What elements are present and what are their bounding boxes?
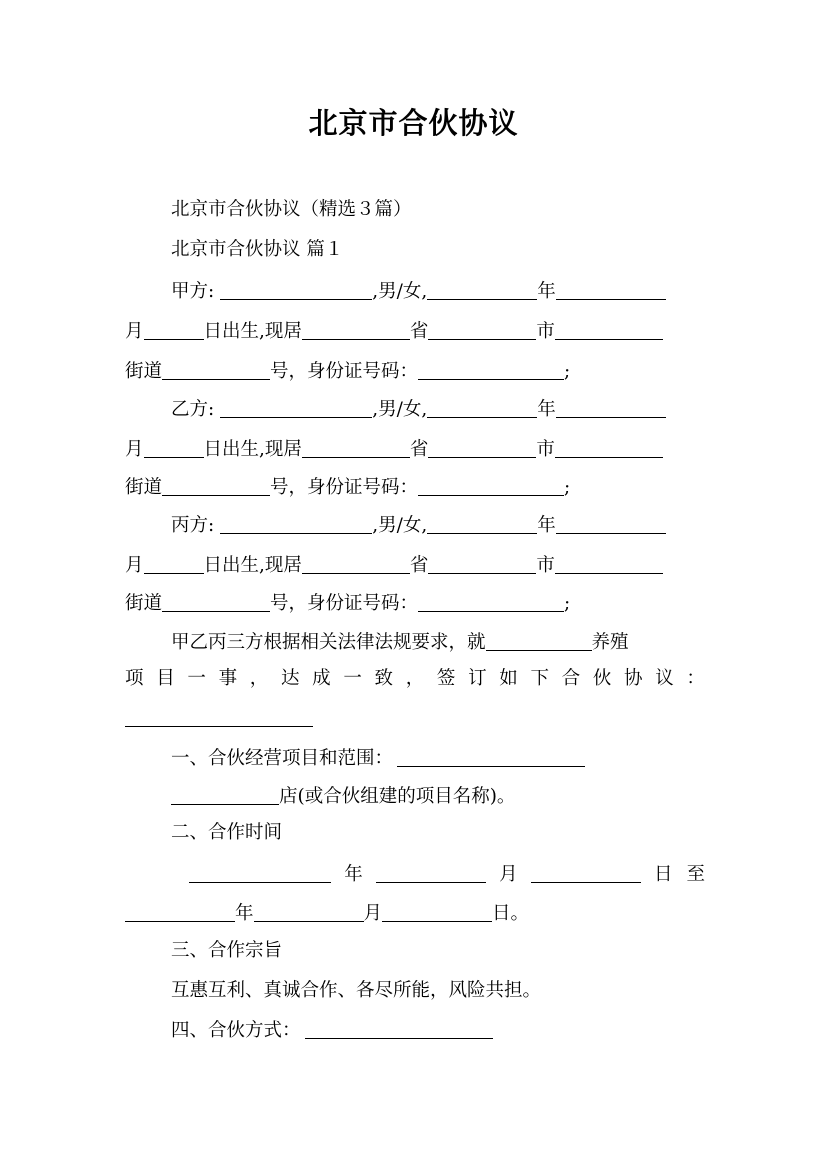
party-c-street-label: 街道 [125, 593, 163, 614]
party-c-street-blank [555, 553, 663, 574]
section-2-heading-line [125, 819, 705, 847]
subtitle-line [125, 196, 705, 224]
intro-line-2 [125, 665, 705, 693]
section-2-line-1 [125, 859, 719, 887]
party-c-line-1 [125, 510, 705, 538]
party-c-id-label: 号，身份证号码： [270, 593, 419, 614]
section-3-heading-line [125, 937, 705, 965]
section-2-end-month-blank [254, 901, 364, 922]
party-b-province-label: 省 [409, 439, 429, 460]
party-b-street-label: 街道 [125, 477, 163, 498]
party-a-id-label: 号，身份证号码： [270, 361, 419, 382]
intro-line-2-char: 一 [343, 668, 362, 689]
section-3-heading: 三、合作宗旨 [171, 940, 283, 961]
section-2-start-day-blank [531, 862, 641, 883]
intro-line-2-char: 一 [187, 668, 206, 689]
party-c-end: ; [564, 593, 571, 614]
party-a-city-label: 市 [536, 321, 555, 342]
intro-line-2-char: ， [249, 668, 269, 689]
section-1-shop-text: 店(或合伙组建的项目名称)。 [279, 786, 516, 807]
intro-line-2-char: 伙 [592, 668, 612, 689]
intro-trailing-blank [125, 706, 313, 727]
section-1-line-2 [125, 781, 705, 809]
party-a-street-blank [555, 319, 663, 340]
section-4-method-blank [305, 1018, 493, 1039]
section-2-heading: 二、合作时间 [171, 822, 283, 843]
intro-line-2-char: 目 [156, 668, 175, 689]
party-b-number-blank [162, 475, 270, 496]
party-c-label: 丙方: [171, 515, 215, 536]
party-a-street-label: 街道 [125, 361, 163, 382]
party-a-month-label: 月 [125, 321, 144, 342]
party-c-id-blank [418, 591, 564, 612]
intro-text-2: 养殖 [591, 632, 629, 653]
section-2-year-label: 年 [344, 864, 363, 885]
party-b-born: 日出生,现居 [203, 439, 302, 460]
party-c-gender: ,男/女, [372, 515, 428, 536]
party-a-id-blank [418, 359, 564, 380]
party-a-name-blank [220, 279, 372, 300]
section-2-day2-label: 日。 [492, 903, 530, 924]
party-b-year-blank [427, 397, 537, 418]
intro-project-blank [486, 630, 592, 651]
party-b-month-blank [556, 397, 666, 418]
intro-line-2-char: 协 [624, 668, 643, 689]
party-c-year-blank [427, 513, 537, 534]
party-a-end: ; [564, 361, 571, 382]
party-a-month-blank [556, 279, 666, 300]
section-2-month-label: 月 [499, 864, 518, 885]
party-c-month-label: 月 [125, 555, 144, 576]
section-1-heading: 一、合伙经营项目和范围： [171, 748, 394, 769]
party-b-label: 乙方: [171, 399, 215, 420]
chapter-line [125, 236, 705, 264]
party-b-gender: ,男/女, [372, 399, 428, 420]
party-b-city-label: 市 [536, 439, 555, 460]
party-c-day-blank [144, 553, 204, 574]
intro-text-1: 甲乙丙三方根据相关法律法规要求，就 [171, 632, 486, 653]
party-c-number-blank [162, 591, 270, 612]
section-2-year2-label: 年 [235, 903, 254, 924]
section-1-line-1 [125, 743, 705, 771]
party-b-province-blank [302, 437, 410, 458]
party-a-number-blank [162, 359, 270, 380]
section-3-body: 互惠互利、真诚合作、各尽所能，风险共担。 [171, 980, 542, 1001]
party-a-line-3 [125, 356, 705, 384]
intro-line-1 [125, 627, 705, 655]
section-4-line [125, 1015, 705, 1043]
party-a-city-blank [428, 319, 536, 340]
section-2-day-to: 日至 [653, 864, 719, 885]
party-b-street-blank [555, 437, 663, 458]
party-c-name-blank [220, 513, 372, 534]
intro-line-2-char: 事 [218, 668, 238, 689]
party-a-line-2 [125, 316, 705, 344]
party-a-province-label: 省 [409, 321, 429, 342]
party-b-city-blank [428, 437, 536, 458]
party-b-id-blank [418, 475, 564, 496]
section-1-shop-blank [171, 784, 279, 805]
intro-line-2-char: ， [405, 668, 425, 689]
section-3-body-line [125, 977, 705, 1005]
chapter-heading: 北京市合伙协议 篇１ [171, 239, 344, 260]
party-c-line-3 [125, 588, 705, 616]
party-a-line-1 [125, 276, 705, 304]
section-1-scope-blank [397, 746, 585, 767]
subtitle: 北京市合伙协议（精选３篇） [171, 199, 412, 220]
party-c-born: 日出生,现居 [203, 555, 302, 576]
intro-line-2-char: 达 [280, 668, 300, 689]
section-2-line-2 [125, 898, 705, 926]
intro-line-2-char: 致 [374, 668, 394, 689]
party-c-province-label: 省 [409, 555, 429, 576]
party-a-year-label: 年 [537, 281, 556, 302]
party-a-year-blank [427, 279, 537, 300]
intro-line-2-char: 订 [468, 668, 487, 689]
party-a-born: 日出生,现居 [203, 321, 302, 342]
party-b-name-blank [220, 397, 372, 418]
section-2-month2-label: 月 [363, 903, 383, 924]
intro-line-2-char: 签 [436, 668, 456, 689]
party-b-month-label: 月 [125, 439, 144, 460]
party-b-line-2 [125, 434, 705, 462]
party-b-line-1 [125, 394, 705, 422]
party-a-province-blank [302, 319, 410, 340]
party-c-city-label: 市 [536, 555, 555, 576]
party-b-end: ; [564, 477, 571, 498]
intro-line-3 [125, 703, 705, 731]
intro-line-2-char: ： [686, 668, 705, 689]
document-title: 北京市合伙协议 [308, 106, 519, 140]
party-c-province-blank [302, 553, 410, 574]
party-a-gender: ,男/女, [372, 281, 428, 302]
intro-line-2-char: 议 [655, 668, 674, 689]
party-b-day-blank [144, 437, 204, 458]
section-2-end-year-blank [125, 901, 235, 922]
party-b-id-label: 号，身份证号码： [270, 477, 419, 498]
section-2-start-year-blank [189, 862, 331, 883]
party-c-month-blank [556, 513, 666, 534]
section-4-heading: 四、合伙方式： [171, 1020, 301, 1041]
party-b-year-label: 年 [537, 399, 556, 420]
section-2-end-day-blank [382, 901, 492, 922]
party-b-line-3 [125, 472, 705, 500]
intro-line-2-char: 成 [312, 668, 331, 689]
party-c-year-label: 年 [537, 515, 556, 536]
party-a-day-blank [144, 319, 204, 340]
party-a-label: 甲方: [171, 281, 215, 302]
party-c-city-blank [428, 553, 536, 574]
intro-line-2-char: 如 [499, 668, 518, 689]
party-c-line-2 [125, 550, 705, 578]
section-2-start-month-blank [376, 862, 486, 883]
intro-line-2-char: 项 [125, 668, 144, 689]
intro-line-2-char: 下 [530, 668, 549, 689]
intro-line-2-char: 合 [561, 668, 581, 689]
